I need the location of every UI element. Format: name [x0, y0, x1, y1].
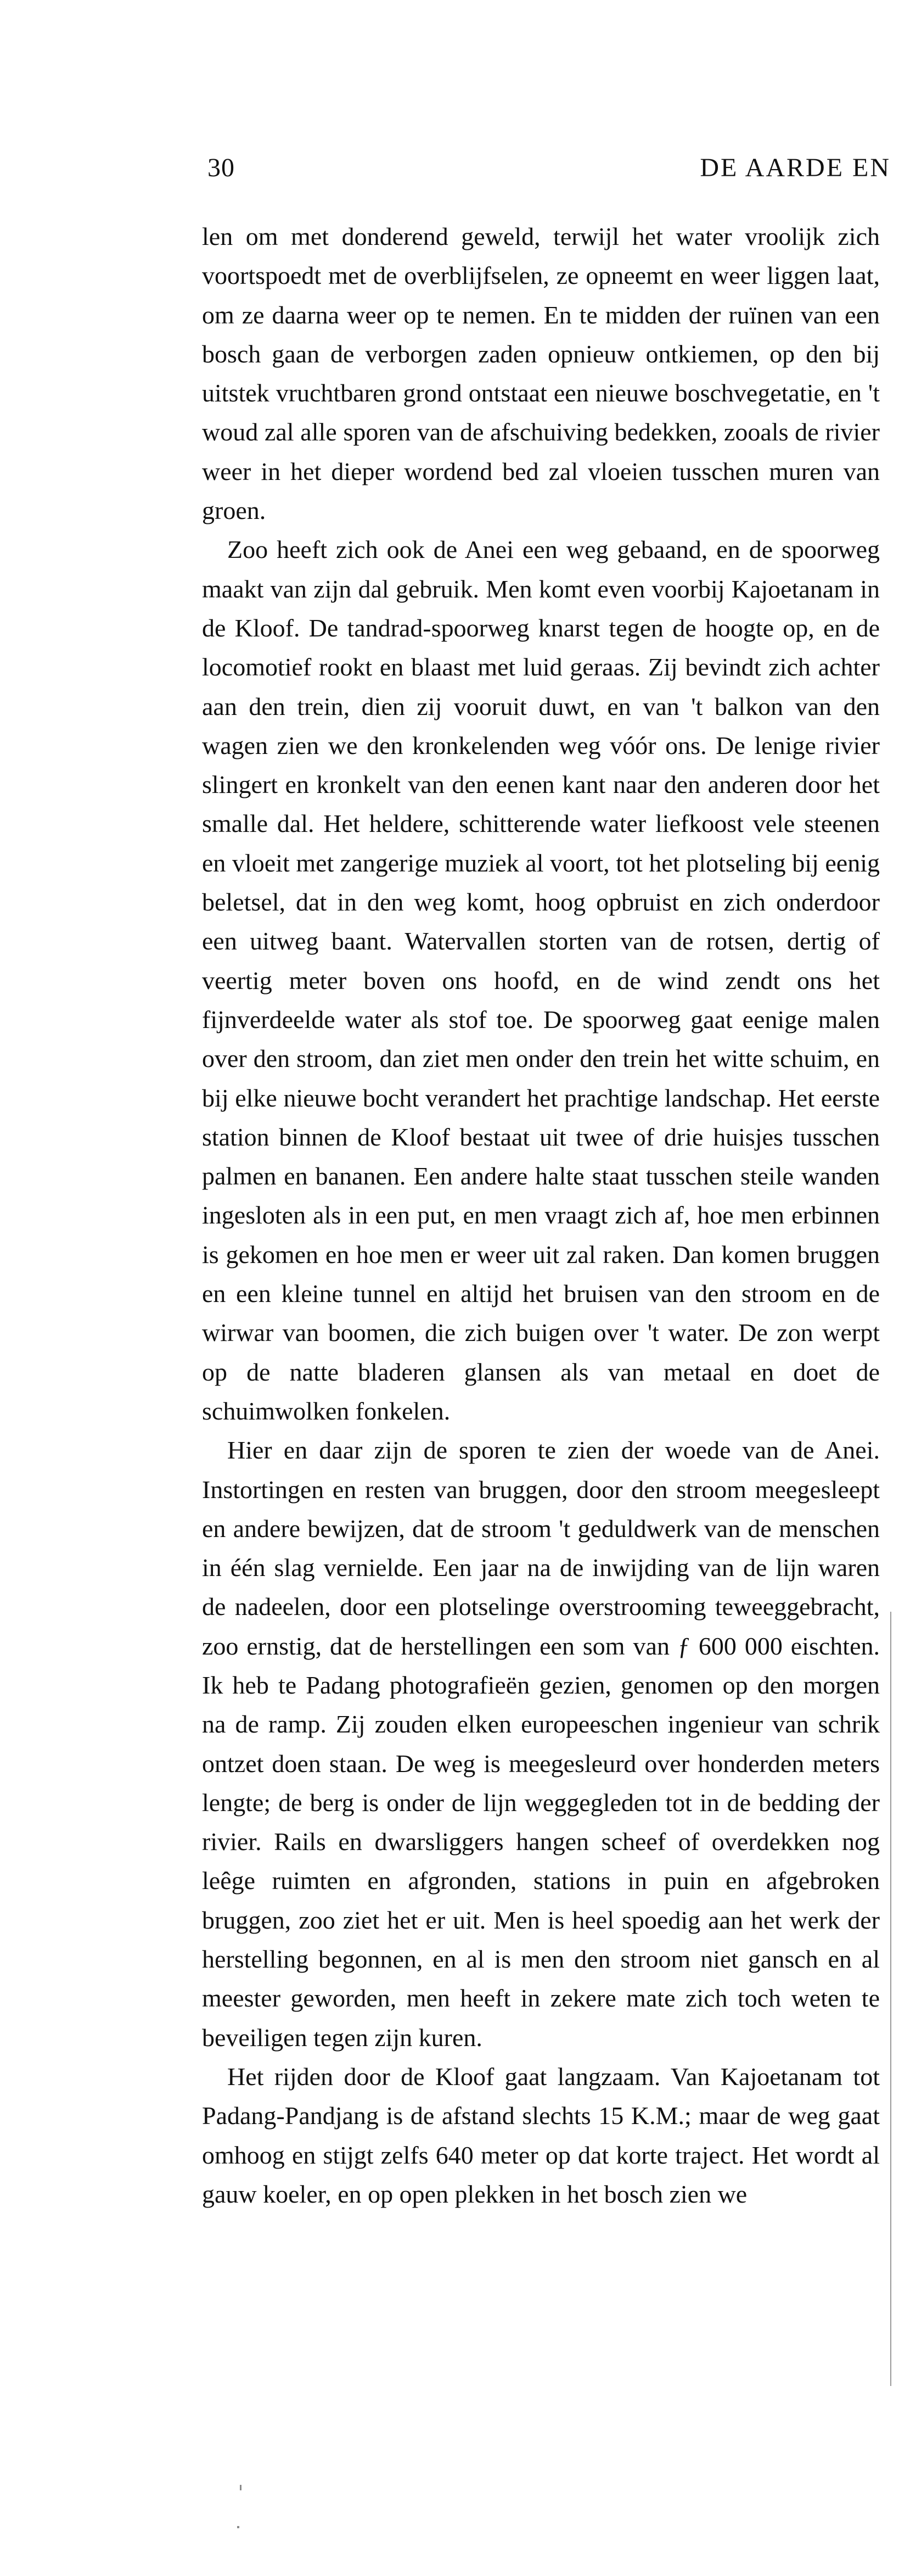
print-speck — [240, 2485, 241, 2490]
running-head: DE AARDE EN — [700, 153, 891, 182]
paragraph-sporen-woede: Hier en daar zijn de sporen te zien der woede van de Anei. Instortingen en resten van bruggen, door den stroom meegesleept en andere bewijzen, dat de stroom 't geduldwerk van de menschen in één slag vernielde. Een jaar na de inwijding van de lijn waren de nadeelen, door een plotselinge overstrooming teweeggebracht, zoo ernstig, dat de herstellingen een som van ƒ 600 000 eischten. Ik heb te Padang photografieën gezien, genomen op den morgen na de ramp. Zij zouden elken europeeschen ingenieur van schrik ontzet doen staan. De weg is meegesleurd over honderden meters lengte; de berg is onder de lijn weggegleden tot in de bedding der rivier. Rails en dwarsliggers hangen scheef of overdekken nog leêge ruimten en afgronden, stations in puin en afgebroken bruggen, zoo ziet het er uit. Men is heel spoedig aan het werk der herstelling begonnen, en al is men den stroom niet gansch en al meester geworden, men heeft in zekere mate zich toch weten te beveiligen tegen zijn kuren. — [202, 1436, 880, 2052]
paragraph-rijden-kloof: Het rijden door de Kloof gaat langzaam. Van Kajoetanam tot Padang-Pandjang is de afstand slechts 15 K.M.; maar de weg gaat omhoog en stijgt zelfs 640 meter op dat korte traject. Het wordt al gauw koeler, en op open plekken in het bosch zien we — [202, 2062, 880, 2208]
paragraph-anei-spoorweg: Zoo heeft zich ook de Anei een weg gebaand, en de spoorweg maakt van zijn dal gebruik. Men komt even voorbij Kajoetanam in de Kloof. De tandrad-spoorweg knarst tegen de hoogte op, en de locomotief rookt en blaast met luid geraas. Zij bevindt zich achter aan den trein, dien zij vooruit duwt, en van 't balkon van den wagen zien we den kronkelenden weg vóór ons. De lenige rivier slingert en kronkelt van den eenen kant naar den anderen door het smalle dal. Het heldere, schitterende water liefkoost vele steenen en vloeit met zangerige muziek al voort, tot het plotseling bij eenig beletsel, dat in den weg komt, hoog opbruist en zich onderdoor een uitweg baant. Watervallen storten van de rotsen, dertig of veertig meter boven ons hoofd, en de wind zendt ons het fijnverdeelde water als stof toe. De spoorweg gaat eenige malen over den stroom, dan ziet men onder den trein het witte schuim, en bij elke nieuwe bocht verandert het prachtige landschap. Het eerste station binnen de Kloof bestaat uit twee of drie huisjes tusschen palmen en bananen. Een andere halte staat tusschen steile wanden ingesloten als in een put, en men vraagt zich af, hoe men erbinnen is gekomen en hoe men er weer uit zal raken. Dan komen bruggen en een kleine tunnel en altijd het bruisen van den stroom en de wirwar van boomen, die zich buigen over 't water. De zon werpt op de natte bladeren glansen als van metaal en doet de schuimwolken fonkelen. — [202, 535, 880, 1425]
body-text — [202, 217, 880, 2214]
paragraph-continuation: len om met donderend geweld, terwijl het water vroolijk zich voortspoedt met de overblijfselen, ze opneemt en weer liggen laat, om ze daarna weer op te nemen. En te midden der ruïnen van een bosch gaan de verborgen zaden opnieuw ontkiemen, op den bij uitstek vruchtbaren grond ontstaat een nieuwe boschvegetatie, en 't woud zal alle sporen van de afschuiving bedekken, zooals de rivier weer in het dieper wordend bed zal vloeien tusschen muren van groen. — [202, 222, 880, 525]
page-number: 30 — [207, 153, 235, 182]
page-header — [207, 153, 891, 191]
margin-rule — [890, 1612, 891, 2386]
print-speck — [237, 2526, 239, 2528]
